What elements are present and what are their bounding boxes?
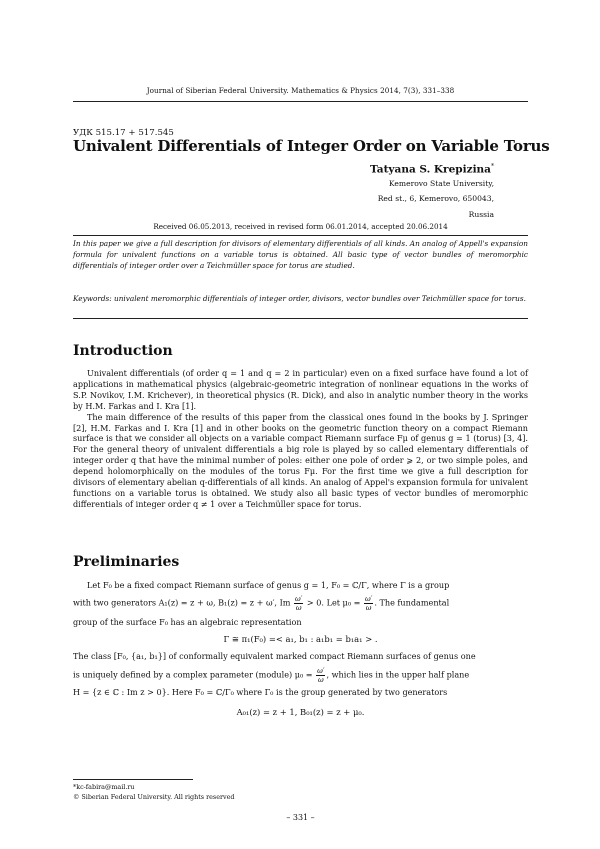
preliminaries-line-5: [73, 667, 528, 684]
running-head: Journal of Siberian Federal University. Mathematics & Physics 2014, 7(3), 331–338: [146, 86, 455, 95]
fraction-module: [316, 667, 325, 684]
header-rule: [73, 101, 528, 102]
prelim-text-5-start: is uniquely defined by a complex parameter (module) μ₀ =: [73, 669, 313, 680]
preliminaries-line-3: [73, 617, 528, 628]
prelim-text-3: group of the surface F₀ has an algebraic representation: [73, 617, 302, 627]
abstract-bottom-rule: [73, 318, 528, 319]
article-title: Univalent Differentials of Integer Order on Variable Torus: [73, 137, 550, 155]
keywords: Keywords: univalent meromorphic differentials of integer order, divisors, vector bundles over Teichmüller space for torus.: [73, 294, 526, 303]
prelim-text-2-mid: > 0. Let μ₀ =: [306, 597, 361, 608]
prelim-text-4: The class [F₀, {a₁, b₁}] of conformally equivalent marked compact Riemann surfaces of genus one: [73, 651, 476, 661]
introduction-body: [73, 368, 528, 510]
preliminaries-line-2: [73, 595, 528, 612]
prelim-text-6: H = {z ∈ ℂ : Im z > 0}. Here F₀ = ℂ/Γ₀ where Γ₀ is the group generated by two generators: [73, 687, 448, 697]
section-heading-introduction: Introduction: [73, 343, 173, 359]
section-heading-preliminaries: Preliminaries: [73, 554, 180, 570]
prelim-text-5: [73, 667, 528, 684]
display-equation-1: Γ ≅ π₁(F₀) =< a₁, b₁ : a₁b₁ = b₁a₁ > .: [223, 634, 378, 644]
intro-paragraph-1: Univalent differentials (of order q = 1 and q = 2 in particular) even on a fixed surface have found a lot of applications in mathematical physics (algebraic-geometric integration of nonlinear equations in the works of S.P. Novikov, I.M. Krichever), in theoretical physics (R. Dick), and also in analytic number theory in the works by H.M. Farkas and I. Kra [1].: [73, 368, 528, 411]
prelim-text-1: Let F₀ be a fixed compact Riemann surface of genus g = 1, F₀ = ℂ/Γ, where Γ is a group: [87, 580, 450, 590]
preliminaries-line-6: [73, 687, 528, 698]
preliminaries-line-1: [73, 580, 528, 591]
fraction-numerator: ω′: [365, 595, 373, 603]
udk-code: УДК 515.17 + 517.545: [73, 128, 174, 138]
prelim-text-5-end: , which lies in the upper half plane: [326, 669, 470, 680]
author-block: [370, 163, 494, 222]
affiliation-line-3: Russia: [468, 209, 494, 219]
footnote-rule: [73, 779, 193, 780]
preliminaries-line-4: [73, 651, 528, 662]
display-equation-2: A₀₁(z) = z + 1, B₀₁(z) = z + μ₀.: [236, 707, 365, 717]
author-footnote-mark: *: [491, 163, 494, 170]
fraction-mu0: [364, 595, 373, 612]
received-dates: Received 06.05.2013, received in revised form 06.01.2014, accepted 20.06.2014: [153, 222, 448, 231]
affiliation-line-1: Kemerovo State University,: [388, 178, 494, 188]
intro-paragraph-2: The main difference of the results of this paper from the classical ones found in the books by J. Springer [2], H.M. Farkas and I. Kra [1] and in other books on the geometric function theory on a compact Riemann surface is that we consider all objects on a variable compact Riemann surface Fμ of genus g = 1 (torus) [3, 4]. For the general theory of univalent differentials a big role is played by so called elementary differentials of integer order q that have the minimal number of poles: either one pole of order ⩾ 2, or two simple poles, and depend holomorphically on the modules of the torus Fμ. For the first time we give a full description for divisors of elementary abelian q-differentials of all kinds. An analog of Appel's expansion formula for univalent functions on a variable torus is obtained. We study also all basic types of vector bundles of meromorphic differentials of integer order q ≠ 1 over a Teichmüller space for torus.: [73, 411, 528, 509]
prelim-text-2-end: . The fundamental: [374, 597, 450, 608]
prelim-text-2-start: with two generators A₁(z) = z + ω, B₁(z) = z + ω′, Im: [73, 597, 291, 608]
affiliation-line-2: Red st., 6, Kemerovo, 650043,: [377, 194, 494, 203]
page-number: – 331 –: [286, 813, 315, 822]
fraction-numerator: ω′: [295, 595, 303, 603]
author-name-text: Tatyana S. Krepizina: [369, 163, 491, 176]
abstract-top-rule: [73, 235, 528, 236]
prelim-text-2: [73, 595, 528, 612]
fraction-omega-ratio: [294, 595, 303, 612]
footnote-email: *kc-fabira@mail.ru: [73, 783, 135, 791]
fraction-denominator: ω: [295, 604, 302, 612]
footnote-copyright: © Siberian Federal University. All rights reserved: [73, 793, 235, 801]
abstract: In this paper we give a full description for divisors of elementary differentials of all kinds. An analog of Appell's expansion formula for univalent functions on a variable torus is obtained. All basic type of vector bundles of meromorphic differentials of integer order over a Teichmüller space for torus are studied.: [73, 239, 528, 271]
fraction-denominator: ω: [317, 676, 324, 684]
fraction-denominator: ω: [365, 604, 372, 612]
author-name: [370, 163, 494, 176]
fraction-numerator: ω′: [317, 667, 325, 675]
